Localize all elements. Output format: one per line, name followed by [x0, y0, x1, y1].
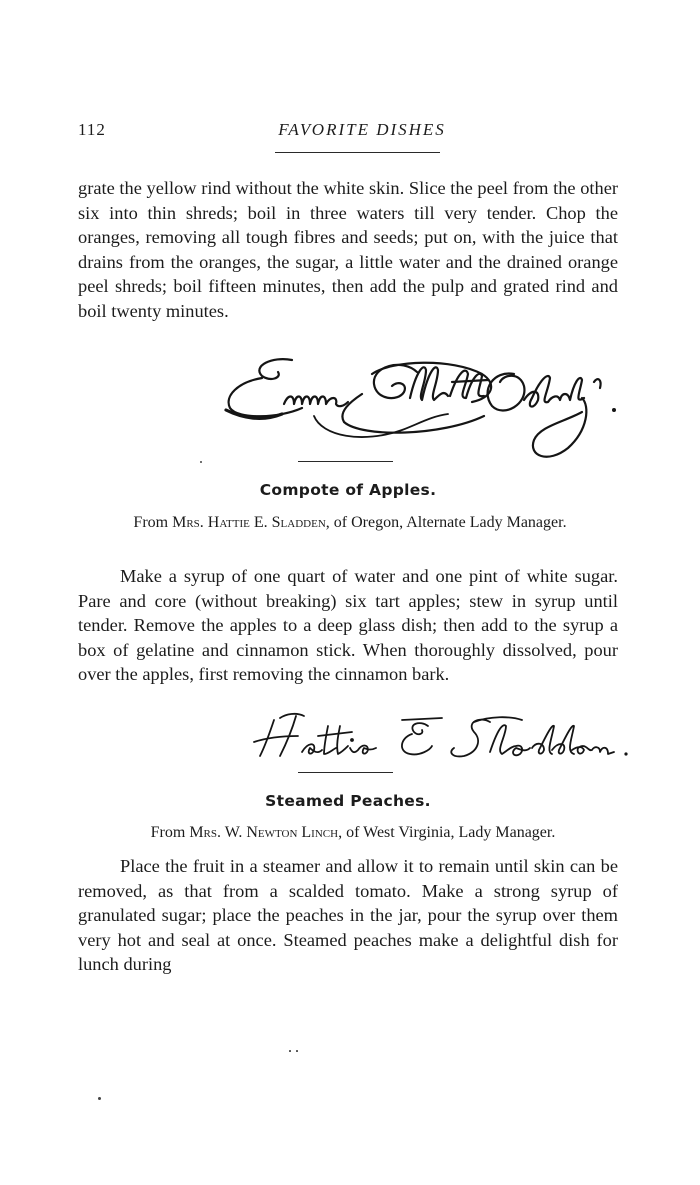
- header-rule: [275, 152, 440, 153]
- signature-hattie-e-sladden: [252, 712, 632, 768]
- page-number: 112: [78, 120, 106, 139]
- section-rule-1: [298, 461, 393, 462]
- print-speck: [289, 1050, 291, 1052]
- running-head: [78, 120, 618, 148]
- signature-emma-gillett-oglesby: [222, 352, 622, 477]
- section-rule-2: [298, 772, 393, 773]
- recipe-title-compote-of-apples: Compote of Apples.: [259, 481, 437, 499]
- source-name: Mrs. Hattie E. Sladden: [172, 514, 326, 531]
- continuation-paragraph: grate the yellow rind without the white skin. Slice the peel from the other six into thin shreds; boil in three waters till very tender. Chop the oranges, removing all tough fibres and seeds; put on, with the juice that drains from the oranges, the sugar, a little water and the drained orange peel shreds; boil fifteen minutes, then add the pulp and grated rind and boil twenty minutes.: [78, 178, 618, 321]
- source-name: Mrs. W. Newton Linch: [189, 824, 339, 841]
- running-title: FAVORITE DISHES: [278, 120, 446, 139]
- recipe-source-1: [90, 512, 610, 533]
- source-suffix: , of West Virginia, Lady Manager.: [338, 824, 556, 841]
- recipe-body-compote-of-apples: Make a syrup of one quart of water and one pint of white sugar. Pare and core (without breaking) six tart apples; stew in syrup until tender. Remove the apples to a deep glass dish; then add to the syrup a box of gelatine and cinnamon stick. When thoroughly dissolved, pour over the apples, first removing the cinnamon bark.: [78, 566, 618, 685]
- recipe-body-steamed-peaches: Place the fruit in a steamer and allow it to remain until skin can be removed, as that from a scalded tomato. Make a strong syrup of granulated sugar; place the peaches in the jar, pour the syrup over them very hot and seal at once. Steamed peaches make a delightful dish for lunch during: [78, 856, 618, 975]
- source-prefix: From: [133, 514, 169, 531]
- print-speck: [200, 461, 202, 463]
- recipe-source-2: [78, 822, 628, 843]
- print-speck: [98, 1097, 101, 1100]
- source-suffix: , of Oregon, Alternate Lady Manager.: [325, 514, 567, 531]
- print-speck: [296, 1050, 298, 1052]
- source-prefix: From: [150, 824, 186, 841]
- recipe-title-steamed-peaches: Steamed Peaches.: [265, 792, 431, 810]
